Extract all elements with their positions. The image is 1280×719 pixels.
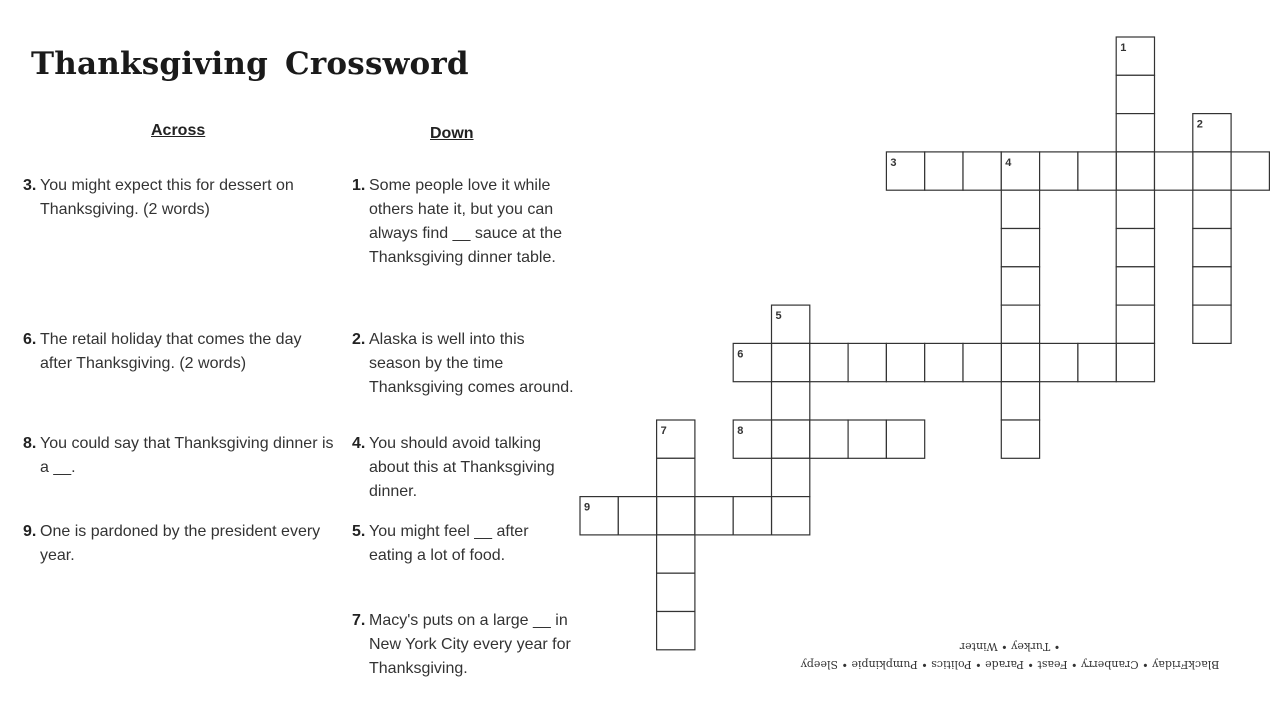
clue-number: 5. bbox=[352, 523, 366, 540]
grid-cell[interactable] bbox=[1001, 382, 1039, 420]
clue-text: You might feel __ after eating a lot of food. bbox=[369, 523, 529, 564]
grid-cell[interactable] bbox=[1116, 152, 1154, 190]
grid-cell-number: 6 bbox=[737, 348, 744, 361]
grid-cell[interactable] bbox=[848, 420, 886, 458]
grid-cell[interactable] bbox=[1001, 305, 1039, 343]
clue-number: 9. bbox=[23, 523, 37, 540]
clue-text: You might expect this for dessert on Thanksgiving. (2 words) bbox=[40, 177, 294, 218]
grid-cell[interactable] bbox=[772, 420, 810, 458]
grid-cell[interactable] bbox=[1001, 229, 1039, 267]
clue-number: 6. bbox=[23, 331, 37, 348]
answer-key-line: • Turkey • Winter bbox=[959, 640, 1061, 653]
answer-key-line: BlackFriday • Cranberry • Feast • Parade • Politics • Pumpkinpie • Sleepy bbox=[800, 658, 1220, 671]
grid-cell[interactable] bbox=[1116, 190, 1154, 228]
grid-cell-number: 5 bbox=[775, 310, 782, 323]
grid-cell[interactable] bbox=[1116, 305, 1154, 343]
grid-cell[interactable] bbox=[886, 420, 924, 458]
grid-cell[interactable] bbox=[925, 152, 963, 190]
clue-text: Alaska is well into this season by the time Thanksgiving comes around. bbox=[369, 331, 574, 396]
grid-cell[interactable] bbox=[1231, 152, 1269, 190]
grid-cell[interactable] bbox=[1001, 190, 1039, 228]
clue-text: Some people love it while others hate it, but you can always find __ sauce at the Thanksgiving dinner table. bbox=[369, 177, 563, 266]
grid-cell[interactable] bbox=[1193, 152, 1231, 190]
clue-text: Macy's puts on a large __ in New York City every year for Thanksgiving. bbox=[369, 612, 571, 677]
grid-cell[interactable] bbox=[772, 382, 810, 420]
clue-number: 1. bbox=[352, 177, 366, 194]
grid-cell[interactable] bbox=[848, 343, 886, 381]
clue-text: You should avoid talking about this at Thanksgiving dinner. bbox=[369, 435, 555, 500]
grid-cell[interactable] bbox=[1040, 343, 1078, 381]
grid-cell[interactable] bbox=[657, 573, 695, 611]
grid-cell[interactable] bbox=[1116, 343, 1154, 381]
grid-cell[interactable] bbox=[657, 612, 695, 650]
grid-cell[interactable] bbox=[1116, 114, 1154, 152]
clue-number: 2. bbox=[352, 331, 366, 348]
across-heading: Across bbox=[151, 122, 206, 139]
grid-cell-number: 8 bbox=[737, 425, 744, 437]
grid-cell[interactable] bbox=[618, 497, 656, 535]
clue-text: The retail holiday that comes the day after Thanksgiving. (2 words) bbox=[40, 331, 302, 372]
grid-cell[interactable] bbox=[1040, 152, 1078, 190]
clue-number: 3. bbox=[23, 177, 37, 194]
answer-key bbox=[770, 637, 1250, 673]
grid-cell[interactable] bbox=[1116, 229, 1154, 267]
grid-cell[interactable] bbox=[1193, 229, 1231, 267]
grid-cell-number: 9 bbox=[584, 501, 591, 514]
clue-text: One is pardoned by the president every year. bbox=[40, 523, 321, 564]
grid-cell[interactable] bbox=[695, 497, 733, 535]
clue-number: 4. bbox=[352, 435, 366, 452]
page-title: Thanksgiving Crossword bbox=[31, 46, 469, 82]
clue-text: You could say that Thanksgiving dinner is a __. bbox=[40, 435, 334, 476]
grid-cell[interactable] bbox=[1193, 305, 1231, 343]
grid-cell-number: 4 bbox=[1005, 156, 1012, 169]
grid-cell[interactable] bbox=[772, 497, 810, 535]
grid-cell[interactable] bbox=[1193, 190, 1231, 228]
grid-cell[interactable] bbox=[657, 458, 695, 496]
grid-cell[interactable] bbox=[1155, 152, 1193, 190]
down-heading: Down bbox=[430, 125, 474, 142]
grid-cell[interactable] bbox=[963, 343, 1001, 381]
grid-cell-number: 2 bbox=[1196, 118, 1203, 131]
grid-cell-number: 7 bbox=[660, 425, 667, 437]
grid-cell[interactable] bbox=[1078, 152, 1116, 190]
grid-cell[interactable] bbox=[925, 343, 963, 381]
grid-cell[interactable] bbox=[810, 420, 848, 458]
grid-cell[interactable] bbox=[657, 535, 695, 573]
grid-cell[interactable] bbox=[1116, 267, 1154, 305]
grid-cell[interactable] bbox=[886, 343, 924, 381]
grid-cell[interactable] bbox=[657, 497, 695, 535]
grid-cell[interactable] bbox=[1001, 267, 1039, 305]
grid-cell-number: 3 bbox=[890, 156, 897, 169]
grid-cell[interactable] bbox=[772, 343, 810, 381]
grid-cell[interactable] bbox=[810, 343, 848, 381]
grid-cell[interactable] bbox=[733, 497, 771, 535]
grid-cell[interactable] bbox=[772, 458, 810, 496]
grid-cell[interactable] bbox=[963, 152, 1001, 190]
clue-number: 8. bbox=[23, 435, 37, 452]
grid-cell-number: 1 bbox=[1120, 42, 1127, 54]
grid-cell[interactable] bbox=[1001, 343, 1039, 381]
clue-number: 7. bbox=[352, 612, 366, 629]
grid-cell[interactable] bbox=[1001, 420, 1039, 458]
grid-cell[interactable] bbox=[1193, 267, 1231, 305]
grid-cell[interactable] bbox=[1078, 343, 1116, 381]
grid-cell[interactable] bbox=[1116, 75, 1154, 113]
